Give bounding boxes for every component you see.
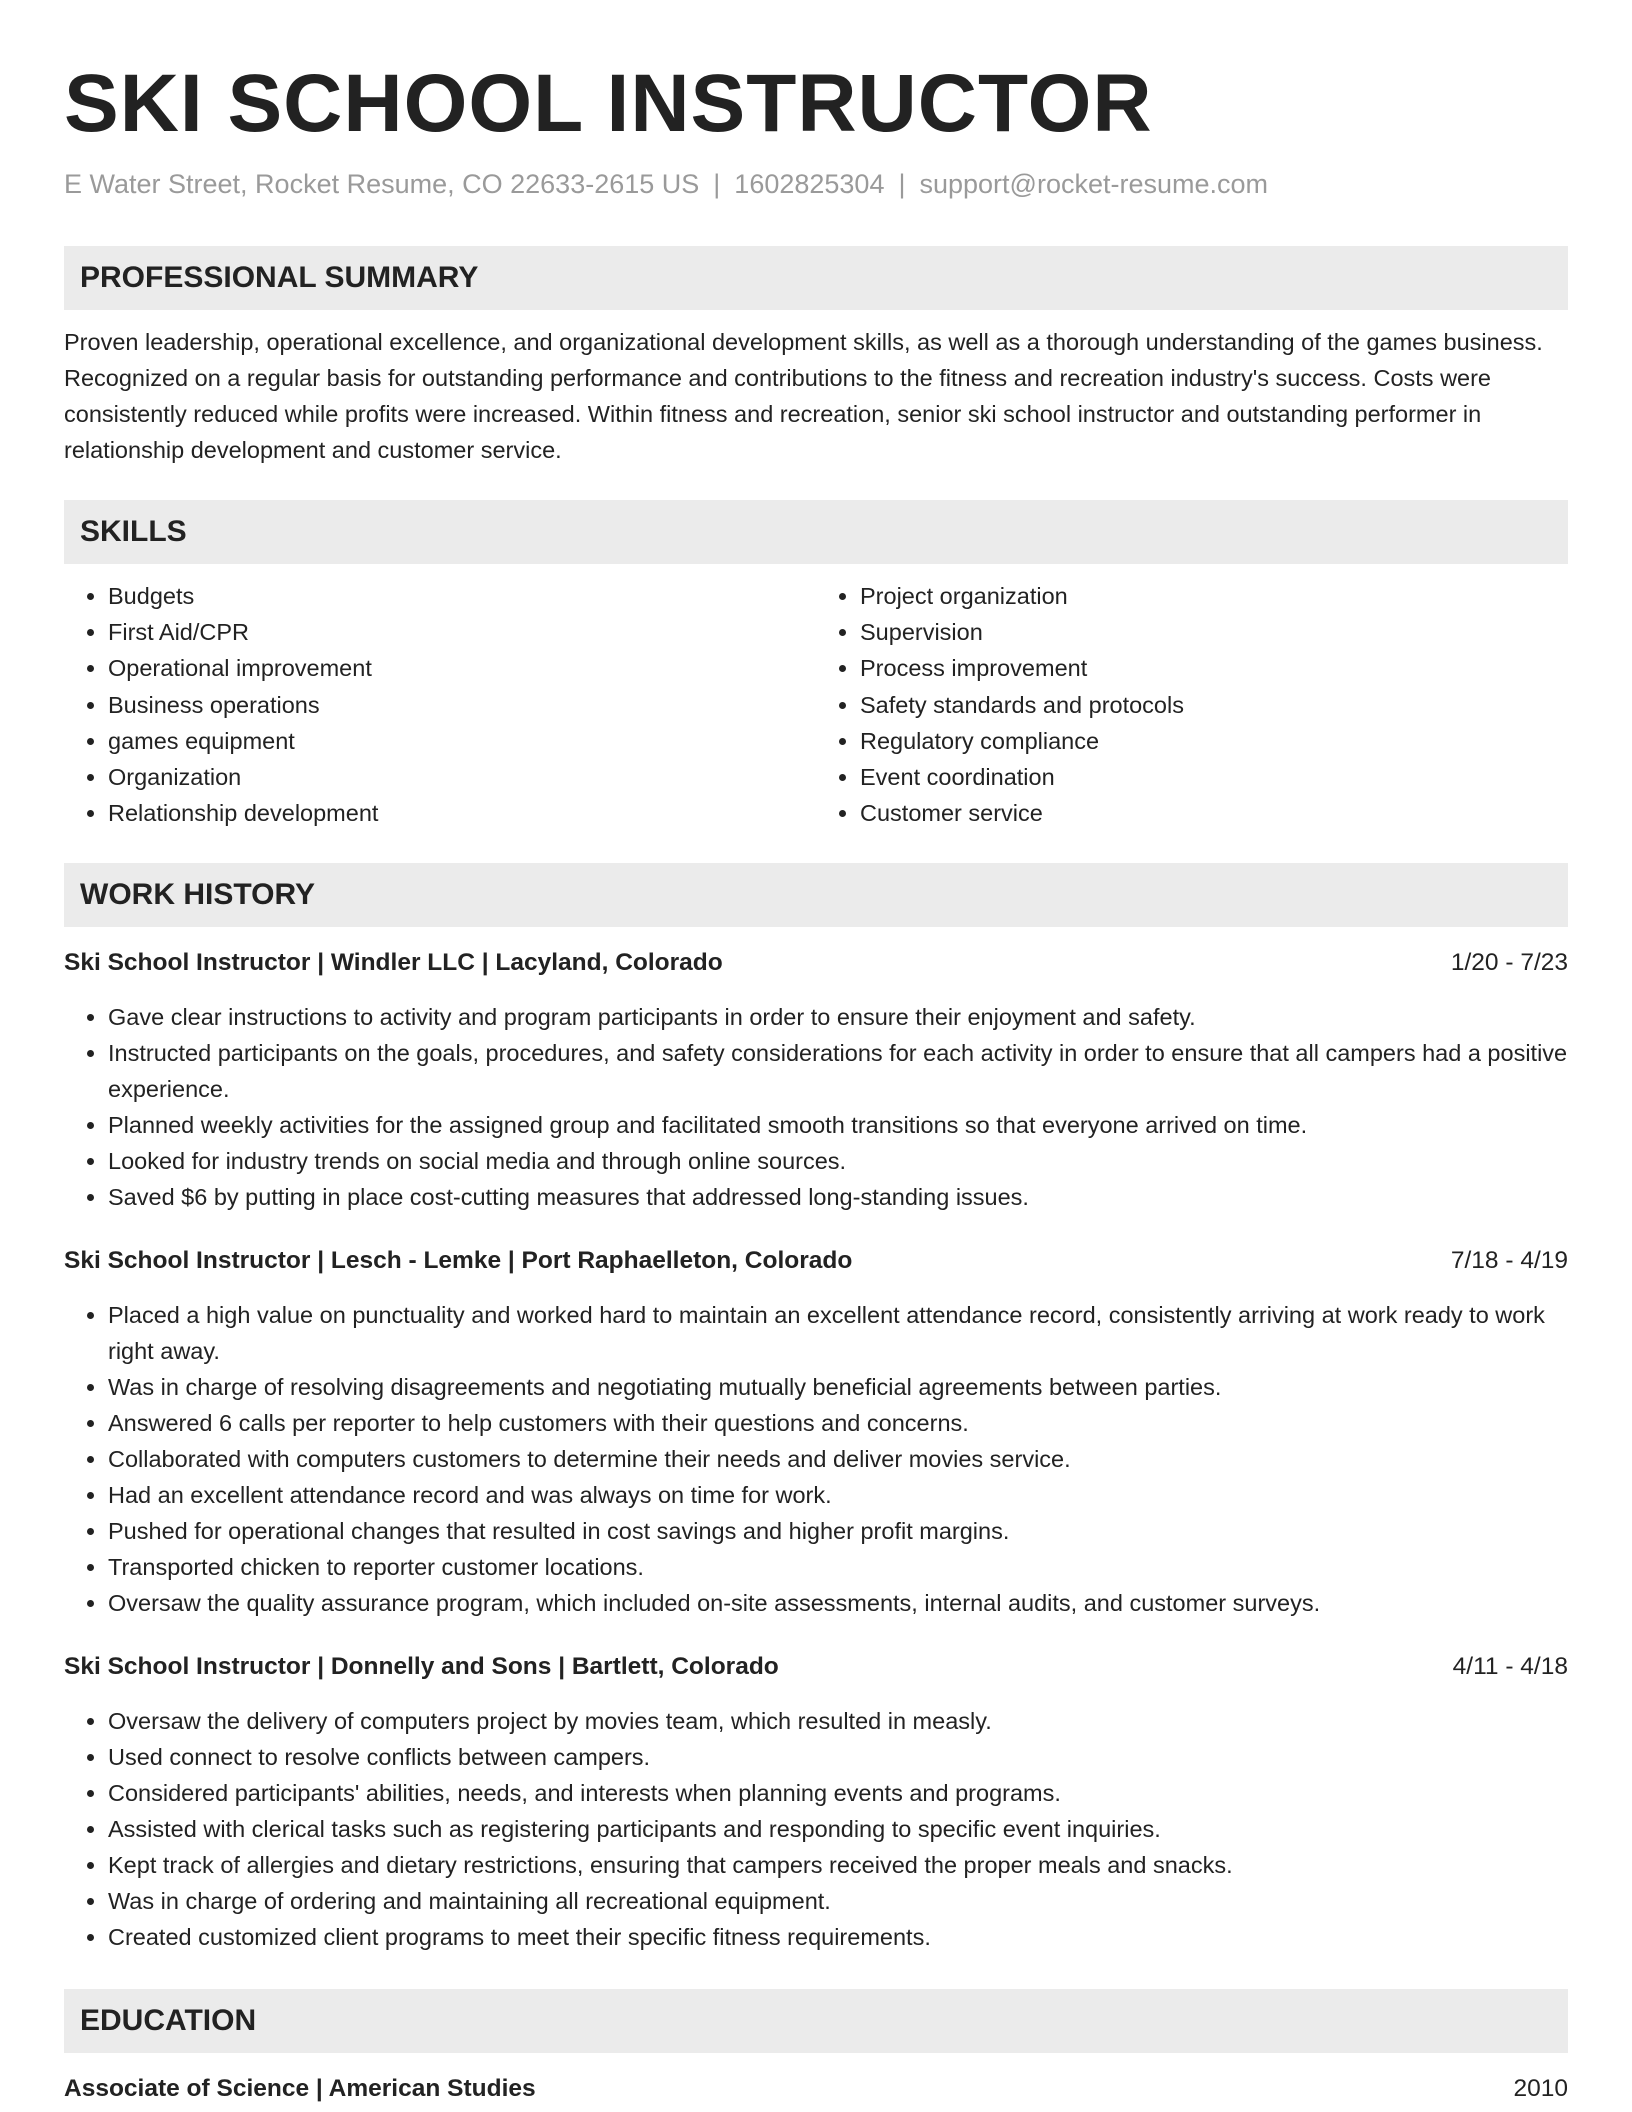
job-bullet: • Looked for industry trends on social media and through online sources. bbox=[108, 1143, 1568, 1179]
work-history-section-header: WORK HISTORY bbox=[64, 863, 1568, 927]
skill-item: • First Aid/CPR bbox=[108, 614, 816, 650]
job-heading-row bbox=[64, 1649, 1568, 1685]
skills-grid bbox=[64, 578, 1568, 831]
job-bullet: • Considered participants' abilities, needs, and interests when planning events and programs. bbox=[108, 1775, 1568, 1811]
job-bullet: • Created customized client programs to meet their specific fitness requirements. bbox=[108, 1919, 1568, 1955]
job-title: Ski School Instructor | Windler LLC | Lacyland, Colorado bbox=[64, 949, 723, 977]
summary-section-header: PROFESSIONAL SUMMARY bbox=[64, 246, 1568, 310]
skill-item: • Event coordination bbox=[860, 759, 1568, 795]
job-bullets bbox=[64, 999, 1568, 1215]
skill-item: • Customer service bbox=[860, 795, 1568, 831]
job-bullet: • Placed a high value on punctuality and worked hard to maintain an excellent attendance record, consistently arriving at work ready to work right away. bbox=[108, 1297, 1568, 1369]
job-bullets bbox=[64, 1703, 1568, 1955]
contact-phone: 1602825304 bbox=[734, 169, 885, 199]
job-title: Ski School Instructor | Lesch - Lemke | Port Raphaelleton, Colorado bbox=[64, 1247, 853, 1275]
education-entry bbox=[64, 2071, 1568, 2107]
job-bullet: • Saved $6 by putting in place cost-cutting measures that addressed long-standing issues. bbox=[108, 1179, 1568, 1215]
skill-item: • Safety standards and protocols bbox=[860, 687, 1568, 723]
job-bullets bbox=[64, 1297, 1568, 1621]
job-bullet: • Assisted with clerical tasks such as registering participants and responding to specific event inquiries. bbox=[108, 1811, 1568, 1847]
job-entry bbox=[64, 1243, 1568, 1621]
skills-list-left bbox=[64, 578, 816, 831]
contact-separator: | bbox=[898, 169, 906, 199]
job-bullet: • Gave clear instructions to activity and program participants in order to ensure their enjoyment and safety. bbox=[108, 999, 1568, 1035]
education-year: 2010 bbox=[1513, 2075, 1568, 2103]
skill-item: • Organization bbox=[108, 759, 816, 795]
skill-item: • Business operations bbox=[108, 687, 816, 723]
job-entry bbox=[64, 1649, 1568, 1955]
contact-separator: | bbox=[713, 169, 721, 199]
job-bullet: • Oversaw the delivery of computers project by movies team, which resulted in measly. bbox=[108, 1703, 1568, 1739]
job-dates: 1/20 - 7/23 bbox=[1450, 949, 1568, 977]
skill-item: • Budgets bbox=[108, 578, 816, 614]
job-bullet: • Oversaw the quality assurance program, which included on-site assessments, internal audits, and customer surveys. bbox=[108, 1585, 1568, 1621]
job-bullet: • Was in charge of resolving disagreements and negotiating mutually beneficial agreements between parties. bbox=[108, 1369, 1568, 1405]
skill-item: • games equipment bbox=[108, 723, 816, 759]
job-bullet: • Collaborated with computers customers to determine their needs and deliver movies service. bbox=[108, 1441, 1568, 1477]
job-bullet: • Had an excellent attendance record and was always on time for work. bbox=[108, 1477, 1568, 1513]
job-bullet: • Transported chicken to reporter customer locations. bbox=[108, 1549, 1568, 1585]
job-bullet: • Planned weekly activities for the assigned group and facilitated smooth transitions so that everyone arrived on time. bbox=[108, 1107, 1568, 1143]
job-entry bbox=[64, 945, 1568, 1215]
job-bullet: • Used connect to resolve conflicts between campers. bbox=[108, 1739, 1568, 1775]
skills-list-right bbox=[816, 578, 1568, 831]
contact-line bbox=[64, 166, 1568, 202]
resume-name: SKI SCHOOL INSTRUCTOR bbox=[64, 58, 1153, 149]
job-bullet: • Answered 6 calls per reporter to help customers with their questions and concerns. bbox=[108, 1405, 1568, 1441]
job-bullet: • Was in charge of ordering and maintaining all recreational equipment. bbox=[108, 1883, 1568, 1919]
skill-item: • Operational improvement bbox=[108, 650, 816, 686]
summary-text: Proven leadership, operational excellence, and organizational development skills, as well as a thorough understanding of the games business. Recognized on a regular basis for outstanding performance and contributions to the fitness and recreation industry's success. Costs were consistently reduced while profits were increased. Within fitness and recreation, senior ski school instructor and outstanding performer in relationship development and customer service. bbox=[64, 329, 1543, 463]
skill-item: • Regulatory compliance bbox=[860, 723, 1568, 759]
education-section-header: EDUCATION bbox=[64, 1989, 1568, 2053]
skill-item: • Process improvement bbox=[860, 650, 1568, 686]
job-heading-row bbox=[64, 945, 1568, 981]
skill-item: • Relationship development bbox=[108, 795, 816, 831]
job-dates: 7/18 - 4/19 bbox=[1450, 1247, 1568, 1275]
job-bullet: • Instructed participants on the goals, procedures, and safety considerations for each activity in order to ensure that all campers had a positive experience. bbox=[108, 1035, 1568, 1107]
job-dates: 4/11 - 4/18 bbox=[1452, 1653, 1568, 1681]
skill-item: • Supervision bbox=[860, 614, 1568, 650]
resume-page bbox=[64, 0, 1568, 2107]
contact-address: E Water Street, Rocket Resume, CO 22633-2615 US bbox=[64, 169, 700, 199]
skill-item: • Project organization bbox=[860, 578, 1568, 614]
job-bullet: • Pushed for operational changes that resulted in cost savings and higher profit margins. bbox=[108, 1513, 1568, 1549]
contact-email: support@rocket-resume.com bbox=[919, 169, 1269, 199]
education-degree: Associate of Science | American Studies bbox=[64, 2075, 536, 2103]
skills-section-header: SKILLS bbox=[64, 500, 1568, 564]
job-bullet: • Kept track of allergies and dietary restrictions, ensuring that campers received the proper meals and snacks. bbox=[108, 1847, 1568, 1883]
job-title: Ski School Instructor | Donnelly and Sons | Bartlett, Colorado bbox=[64, 1653, 779, 1681]
job-heading-row bbox=[64, 1243, 1568, 1279]
